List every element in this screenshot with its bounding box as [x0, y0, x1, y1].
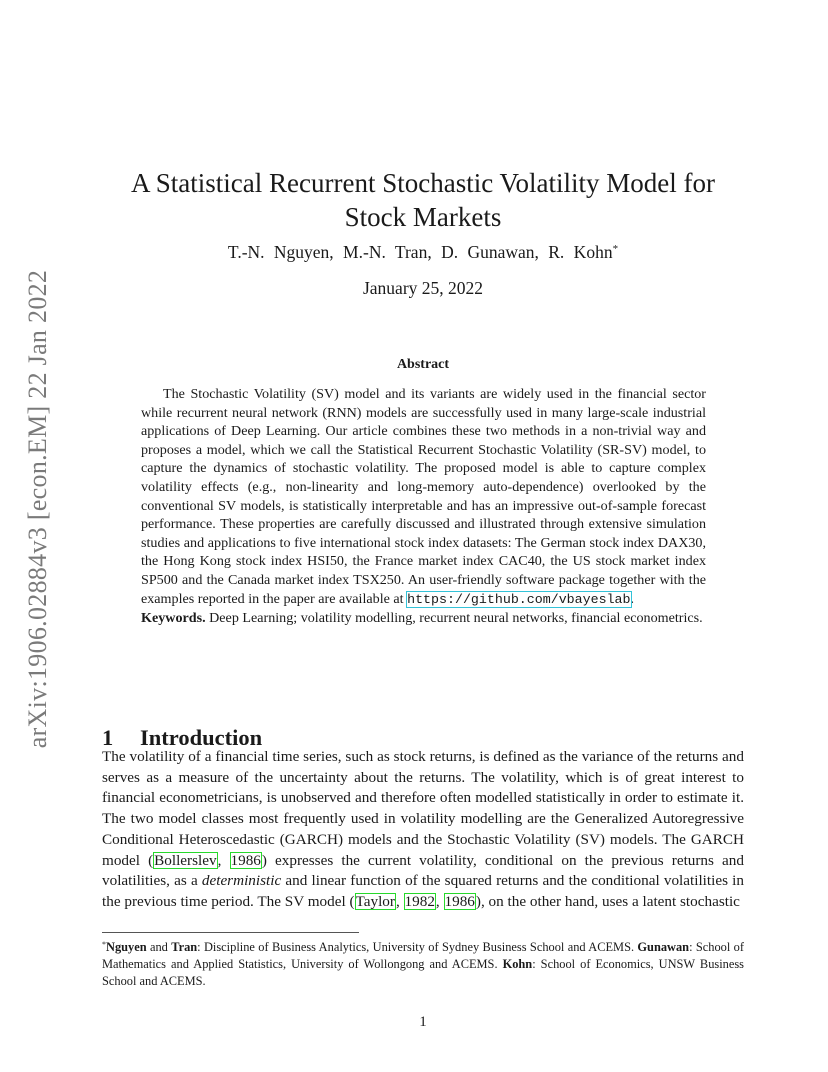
footnote-name: Kohn	[502, 957, 533, 971]
footnote-mark: *	[102, 940, 106, 949]
citation-taylor-author[interactable]: Taylor	[355, 892, 395, 910]
intro-text: ), on the other hand, uses a latent stochastic	[475, 892, 740, 910]
section-number: 1	[102, 724, 114, 750]
author-names: T.-N. Nguyen, M.-N. Tran, D. Gunawan, R. Kohn	[227, 242, 613, 262]
citation-bollerslev-year[interactable]: 1986	[230, 851, 261, 869]
footnote-text: : School of Economics, UNSW Business School and ACEMS.	[102, 957, 744, 988]
paper-title: A Statistical Recurrent Stochastic Volatility Model for Stock Markets	[131, 168, 715, 233]
footnote-name: Tran	[171, 940, 198, 954]
intro-text: ) expresses the current volatility, conditional on the previous returns and volatilities, as a	[102, 851, 744, 890]
author-list	[100, 238, 746, 263]
footnote-name: Nguyen	[106, 940, 147, 954]
footnote-divider	[102, 932, 359, 933]
footnote-text: : School of Mathematics and Applied Statistics, University of Wollongong and ACEMS.	[102, 940, 744, 971]
citation-taylor-1982[interactable]: 1982	[404, 892, 435, 910]
footnote-name: Gunawan	[637, 940, 690, 954]
affiliation-footnote	[102, 936, 744, 990]
intro-text: ,	[435, 892, 444, 910]
footnote-text: and	[146, 940, 172, 954]
abstract-paragraph	[141, 385, 706, 609]
abstract-text-end: .	[630, 590, 635, 607]
author-footnote-mark: *	[612, 243, 619, 255]
page-number: 1	[419, 1014, 427, 1030]
paper-date: January 25, 2022	[362, 278, 484, 298]
intro-text: ,	[395, 892, 404, 910]
intro-text: ,	[217, 851, 230, 869]
software-link[interactable]: https://github.com/vbayeslab	[407, 591, 631, 607]
introduction-paragraph	[102, 747, 744, 913]
keywords-text: Deep Learning; volatility modelling, recurrent neural networks, financial econometrics.	[209, 610, 703, 627]
abstract-heading: Abstract	[396, 357, 450, 372]
section-title: Introduction	[140, 724, 263, 750]
abstract-text: The Stochastic Volatility (SV) model and its variants are widely used in the financial sector while recurrent neural network (RNN) models are successfully used in many large-scale industrial applications of Deep Learning. Our article combines these two methods in a non-trivial way and proposes a model, which we call the Statistical Recurrent Stochastic Volatility (SR-SV) model, to capture the dynamics of stochastic volatility. The proposed model is able to capture complex volatility effects (e.g., non-linearity and long-memory auto-dependence) overlooked by the conventional SV models, is statistically interpretable and has an impressive out-of-sample forecast performance. These properties are carefully discussed and illustrated through extensive simulation studies and applications to five international stock index datasets: The German stock index DAX30, the Hong Kong stock index HSI50, the France market index CAC40, the US stock market index SP500 and the Canada market index TSX250. An user-friendly software package together with the examples reported in the paper are available at	[141, 386, 706, 607]
citation-bollerslev-author[interactable]: Bollerslev	[154, 851, 217, 869]
footnote-text: : Discipline of Business Analytics, University of Sydney Business School and ACEMS.	[197, 940, 638, 954]
intro-text: and linear function of the squared returns and the conditional volatilities in the previous time period. The SV model (	[102, 872, 744, 910]
emphasis-deterministic: deterministic	[201, 872, 282, 890]
citation-taylor-1986[interactable]: 1986	[444, 892, 475, 910]
arxiv-id-text: arXiv:1906.02884v3 [econ.EM] 22 Jan 2022	[23, 269, 53, 749]
abstract-body	[141, 385, 706, 628]
keywords-line	[141, 609, 706, 628]
keywords-label: Keywords.	[141, 610, 206, 627]
intro-text: The volatility of a financial time series, such as stock returns, is defined as the variance of the returns and serves as a measure of the uncertainty about the returns. The volatility, which is of great interest to financial econometricians, is unobserved and therefore often modelled statistically in order to estimate it. The two model classes most frequently used in volatility modelling are the Generalized Autoregressive Conditional Heteroscedastic (GARCH) models and the Stochastic Volatility (SV) models. The GARCH model (	[102, 748, 744, 869]
arxiv-side-identifier	[20, 269, 56, 749]
